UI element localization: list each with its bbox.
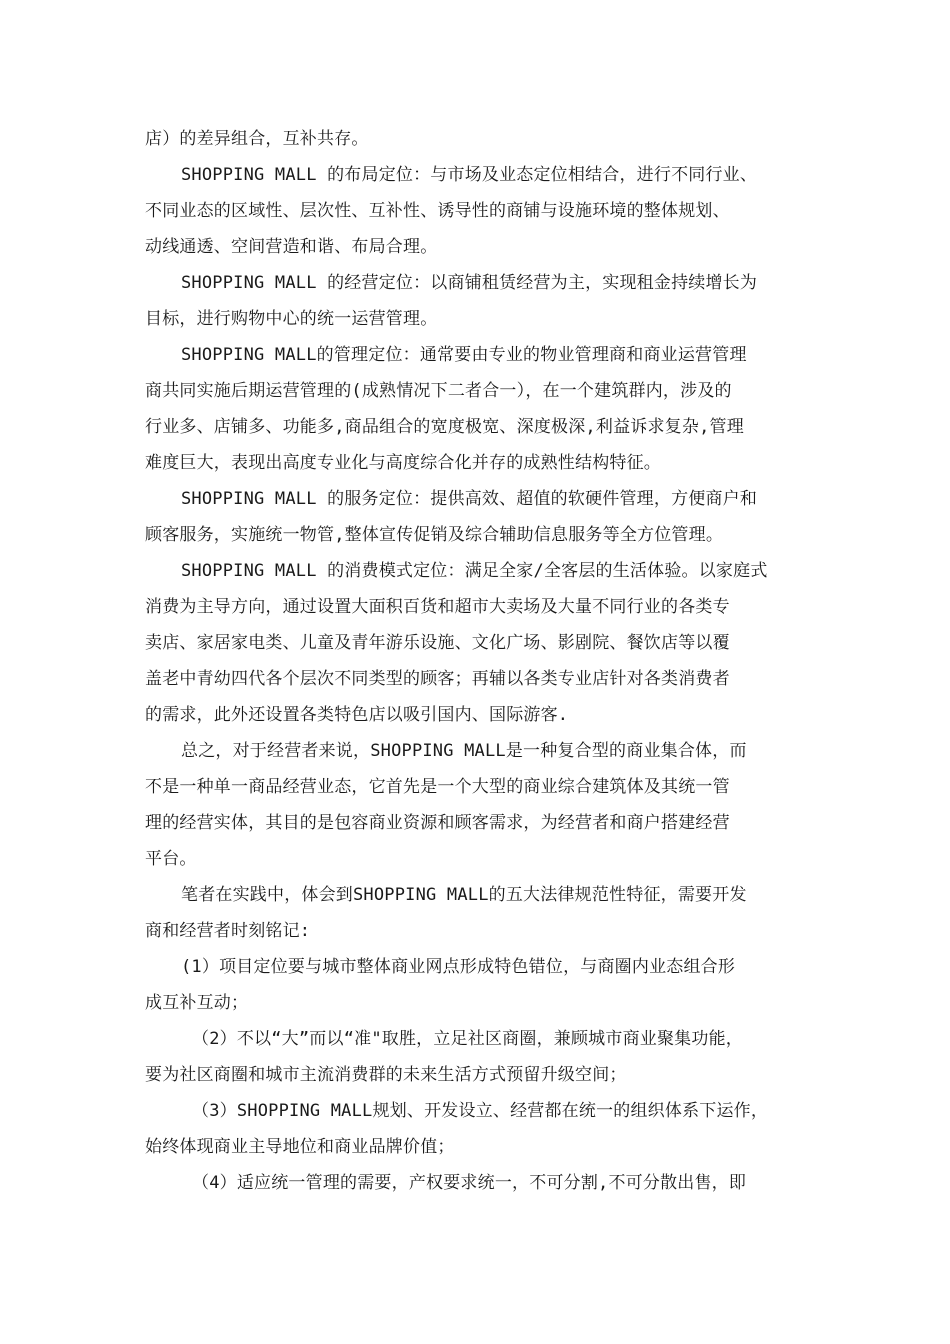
text-line: 商和经营者时刻铭记: — [145, 921, 311, 941]
text-line: 总之，对于经营者来说，SHOPPING MALL是一种复合型的商业集合体，而 — [181, 741, 747, 761]
text-line: 不同业态的区域性、层次性、互补性、诱导性的商铺与设施环境的整体规划、 — [145, 201, 730, 221]
text-line: 要为社区商圈和城市主流消费群的未来生活方式预留升级空间； — [145, 1065, 627, 1085]
text-line: SHOPPING MALL 的服务定位：提供高效、超值的软硬件管理，方便商户和 — [181, 489, 758, 509]
text-line: 的需求，此外还设置各类特色店以吸引国内、国际游客. — [145, 705, 569, 725]
text-line: SHOPPING MALL的管理定位：通常要由专业的物业管理商和商业运营管理 — [181, 345, 747, 365]
text-line: 理的经营实体，其目的是包容商业资源和顾客需求，为经营者和商户搭建经营 — [145, 813, 730, 833]
text-line: 始终体现商业主导地位和商业品牌价值； — [145, 1137, 455, 1157]
text-line: 店）的差异组合，互补共存。 — [145, 129, 369, 149]
text-line: （4）适应统一管理的需要，产权要求统一，不可分割,不可分散出售，即 — [192, 1173, 747, 1193]
text-line: SHOPPING MALL 的布局定位：与市场及业态定位相结合，进行不同行业、 — [181, 165, 758, 185]
text-line: 消费为主导方向，通过设置大面积百货和超市大卖场及大量不同行业的各类专 — [145, 597, 730, 617]
text-line: 难度巨大，表现出高度专业化与高度综合化并存的成熟性结构特征。 — [145, 453, 661, 473]
text-line: （3）SHOPPING MALL规划、开发设立、经营都在统一的组织体系下运作， — [192, 1101, 769, 1121]
text-line: SHOPPING MALL 的消费模式定位：满足全家/全客层的生活体验。以家庭式 — [181, 561, 768, 581]
text-line: SHOPPING MALL 的经营定位：以商铺租赁经营为主，实现租金持续增长为 — [181, 273, 758, 293]
text-line: (1）项目定位要与城市整体商业网点形成特色错位，与商圈内业态组合形 — [181, 957, 736, 977]
text-line: 笔者在实践中，体会到SHOPPING MALL的五大法律规范性特征，需要开发 — [181, 885, 747, 905]
text-line: 不是一种单一商品经营业态，它首先是一个大型的商业综合建筑体及其统一管 — [145, 777, 730, 797]
text-line: 行业多、店铺多、功能多,商品组合的宽度极宽、深度极深,利益诉求复杂,管理 — [145, 417, 744, 437]
text-line: （2）不以“大”而以“准"取胜，立足社区商圈，兼顾城市商业聚集功能， — [192, 1029, 743, 1049]
text-line: 成互补互动； — [145, 993, 249, 1013]
text-line: 商共同实施后期运营管理的(成熟情况下二者合一），在一个建筑群内，涉及的 — [145, 381, 732, 401]
text-line: 动线通透、空间营造和谐、布局合理。 — [145, 237, 438, 257]
text-line: 目标，进行购物中心的统一运营管理。 — [145, 309, 438, 329]
text-line: 顾客服务，实施统一物管,整体宣传促销及综合辅助信息服务等全方位管理。 — [145, 525, 724, 545]
text-line: 卖店、家居家电类、儿童及青年游乐设施、文化广场、影剧院、餐饮店等以覆 — [145, 633, 730, 653]
text-line: 平台。 — [145, 849, 197, 869]
text-line: 盖老中青幼四代各个层次不同类型的顾客；再辅以各类专业店针对各类消费者 — [145, 669, 730, 689]
